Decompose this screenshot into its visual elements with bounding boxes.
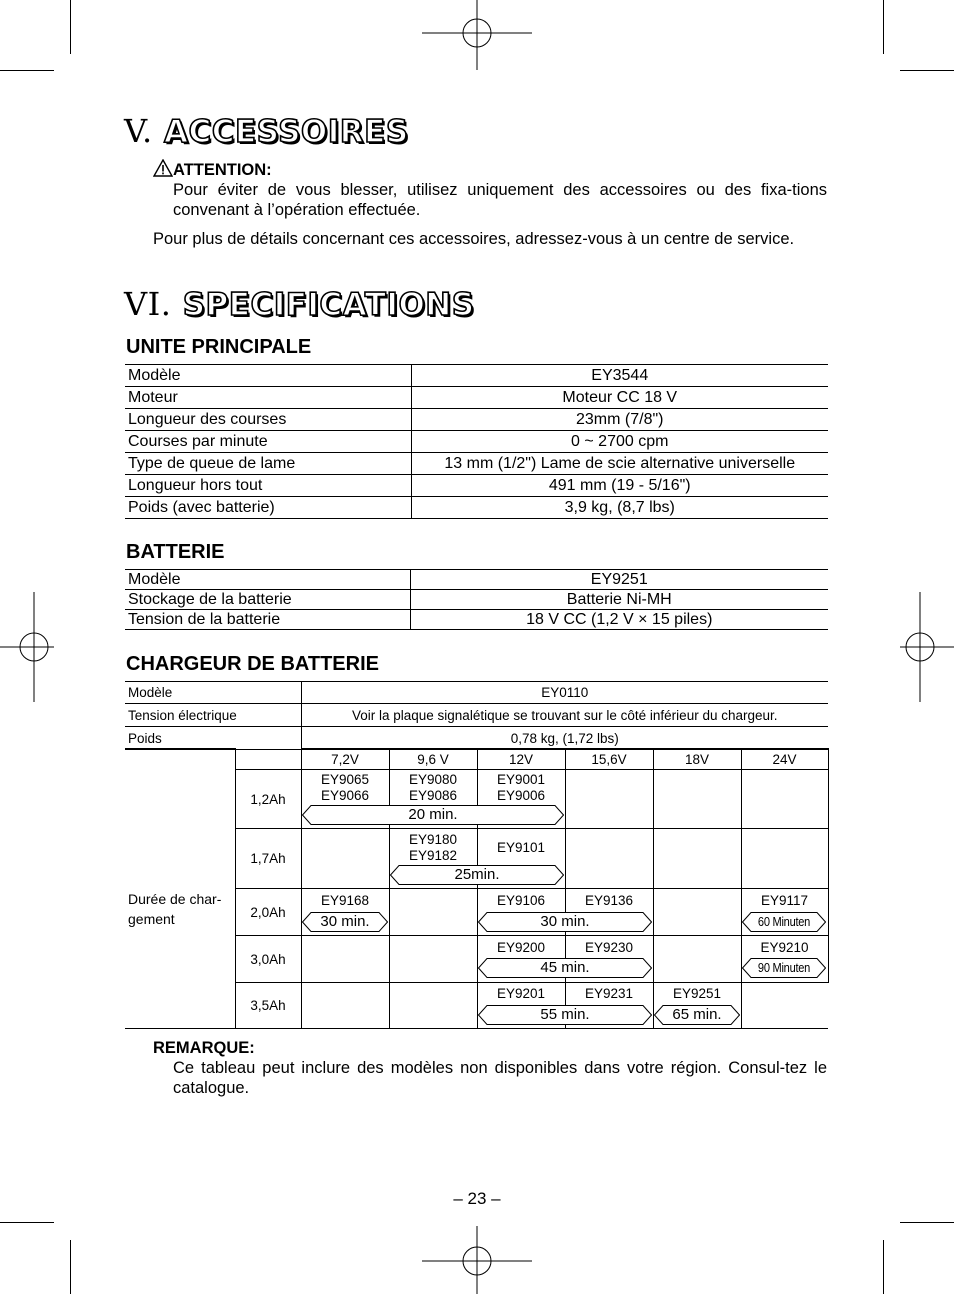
remarque-text: Ce tableau peut inclure des modèles non disponibles dans votre région. Consul-tez le catalogue.: [173, 1059, 827, 1097]
batterie-row: [125, 590, 828, 610]
unite-principale-label: Type de queue de lame: [125, 453, 411, 475]
chargeur-poids-label: Poids: [125, 727, 301, 750]
unite-principale-row: [125, 475, 828, 497]
unite-principale-label: Poids (avec batterie): [125, 497, 411, 519]
chargeur-info-table: [125, 681, 828, 750]
unite-principale-value: 3,9 kg, (8,7 lbs): [411, 497, 828, 519]
batterie-value: 18 V CC (1,2 V × 15 piles): [410, 610, 828, 630]
chargeur-heading: CHARGEUR DE BATTERIE: [126, 653, 379, 675]
batterie-label: Modèle: [125, 570, 410, 590]
registration-mark-bottom: [422, 1226, 532, 1294]
accessoires-title: ACCESSOIRES: [163, 114, 409, 150]
unite-principale-table: [125, 364, 828, 519]
batterie-label: Stockage de la batterie: [125, 590, 410, 610]
remarque-label: REMARQUE:: [153, 1039, 255, 1057]
time-badge: 20 min.: [302, 805, 564, 825]
unite-principale-row: [125, 453, 828, 475]
unite-principale-row: [125, 431, 828, 453]
batterie-table: [125, 569, 828, 630]
specifications-title: SPECIFICATIONS: [182, 287, 475, 323]
chargeur-tension-value: Voir la plaque signalétique se trouvant sur le côté inférieur du chargeur.: [301, 704, 828, 727]
time-badge: 65 min.: [654, 1005, 740, 1025]
page-number: – 23 –: [453, 1189, 501, 1208]
model-cell: EY9080 EY9086: [408, 772, 458, 803]
registration-mark-right: [900, 592, 954, 702]
model-cell: EY9101: [496, 840, 546, 855]
duree-label: Durée de char-gement: [125, 749, 235, 1029]
batterie-heading: BATTERIE: [126, 541, 225, 563]
warning-triangle-icon: [153, 159, 173, 177]
unite-principale-value: 491 mm (19 - 5/16"): [411, 475, 828, 497]
model-cell: EY9106: [496, 893, 546, 908]
chargeur-poids-value: 0,78 kg, (1,72 lbs): [301, 727, 828, 750]
model-cell: EY9200: [496, 940, 546, 955]
capacity-label: 3,0Ah: [235, 936, 301, 983]
voltage-header: 7,2V: [301, 749, 389, 770]
time-badge: 25min.: [390, 865, 564, 885]
unite-principale-value: 23mm (7/8"): [411, 409, 828, 431]
model-cell: EY9230: [584, 940, 634, 955]
capacity-label: 1,2Ah: [235, 770, 301, 829]
model-cell: EY9201: [496, 986, 546, 1001]
time-badge: 60 Minuten: [742, 912, 826, 932]
unite-principale-row: [125, 497, 828, 519]
model-cell: EY9251: [672, 986, 722, 1001]
accessoires-heading: [124, 112, 409, 150]
time-badge: 30 min.: [302, 912, 388, 932]
model-cell: EY9065 EY9066: [320, 772, 370, 803]
unite-principale-label: Modèle: [125, 365, 411, 387]
batterie-value: Batterie Ni-MH: [410, 590, 828, 610]
voltage-header: 15,6V: [565, 749, 653, 770]
voltage-header: 12V: [477, 749, 565, 770]
time-badge: 55 min.: [478, 1005, 652, 1025]
details-text: Pour plus de détails concernant ces accessoires, adressez-vous à un centre de service.: [153, 230, 795, 248]
unite-principale-row: [125, 387, 828, 409]
time-badge: 90 Minuten: [742, 958, 826, 978]
registration-mark-top: [422, 0, 532, 70]
voltage-header: 9,6 V: [389, 749, 477, 770]
capacity-label: 2,0Ah: [235, 889, 301, 936]
voltage-header: 18V: [653, 749, 741, 770]
time-badge: 30 min.: [478, 912, 652, 932]
model-cell: EY9136: [584, 893, 634, 908]
unite-principale-heading: UNITE PRINCIPALE: [126, 336, 312, 358]
registration-mark-left: [0, 592, 54, 702]
unite-principale-row: [125, 409, 828, 431]
model-cell: EY9117: [760, 893, 809, 908]
model-cell: EY9168: [320, 893, 370, 908]
attention-text: Pour éviter de vous blesser, utilisez uniquement des accessoires ou des fixa-tions convenant à l’opération effectuée.: [173, 181, 827, 219]
model-cell: EY9180 EY9182: [408, 832, 458, 863]
unite-principale-label: Longueur hors tout: [125, 475, 411, 497]
batterie-label: Tension de la batterie: [125, 610, 410, 630]
attention-label: ATTENTION:: [153, 159, 272, 180]
chargeur-modele-value: EY0110: [301, 682, 828, 704]
unite-principale-row: [125, 365, 828, 387]
unite-principale-value: 0 ~ 2700 cpm: [411, 431, 828, 453]
specifications-roman: VI.: [124, 285, 172, 323]
unite-principale-label: Courses par minute: [125, 431, 411, 453]
accessoires-roman: V.: [124, 112, 153, 150]
unite-principale-value: EY3544: [411, 365, 828, 387]
model-cell: EY9231: [584, 986, 634, 1001]
model-cell: EY9210: [760, 940, 809, 955]
batterie-row: [125, 610, 828, 630]
capacity-label: 1,7Ah: [235, 829, 301, 889]
unite-principale-label: Moteur: [125, 387, 411, 409]
unite-principale-value: Moteur CC 18 V: [411, 387, 828, 409]
capacity-label: 3,5Ah: [235, 983, 301, 1029]
model-cell: EY9001 EY9006: [496, 772, 546, 803]
unite-principale-label: Longueur des courses: [125, 409, 411, 431]
chargeur-tension-label: Tension électrique: [125, 704, 301, 727]
chargeur-modele-label: Modèle: [125, 682, 301, 704]
batterie-value: EY9251: [410, 570, 828, 590]
unite-principale-value: 13 mm (1/2") Lame de scie alternative universelle: [411, 453, 828, 475]
batterie-row: [125, 570, 828, 590]
voltage-header: 24V: [741, 749, 828, 770]
time-badge: 45 min.: [478, 958, 652, 978]
specifications-heading: [124, 285, 475, 323]
